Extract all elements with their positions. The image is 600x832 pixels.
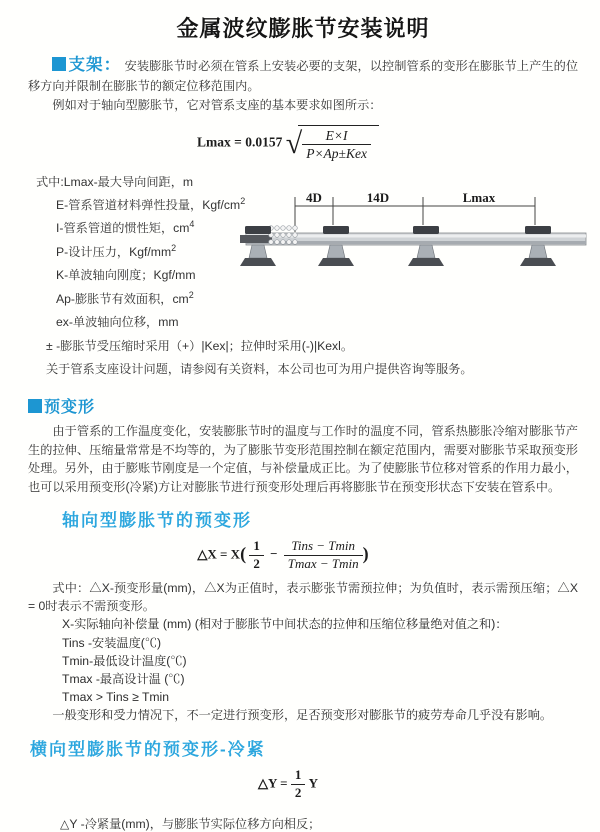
lmax-formula (28, 125, 548, 162)
dim-label-14d: 14D (366, 190, 390, 205)
definition-line: P-设计压力，Kgf/$mm^2$ (56, 242, 177, 259)
definition-line: 关于管系支座设计问题，请参阅有关资料，本公司也可为用户提供咨询等服务。 (46, 362, 473, 377)
lateral-note: △Y -冷紧量(mm)，与膨胀节实际位移方向相反； (60, 816, 321, 831)
definition-line: 式中:Lmax-最大导向间距，m (36, 174, 194, 189)
definition-line: ex-单波轴向位移，mm (56, 315, 179, 330)
pipe-support (408, 226, 444, 266)
page-title: 金属波纹膨胀节安装说明 (176, 16, 430, 41)
axial-note: 一般变形和受力情况下，不一定进行预变形，足否预变形对膨胀节的疲劳寿命几乎没有影响。 (52, 708, 553, 723)
pipe-support (520, 226, 556, 266)
dim-label-lmax: Lmax (462, 190, 496, 205)
axial-desc: 式中：△X-预变形量(mm)，△X为正值时，表示膨张节需预拉伸；为负值时，表示需预压缩；△X = 0时表示不需预变形。 (28, 580, 578, 613)
support-example-line: 例如对于轴向型膨胀节，它对管系支座的基本要求如图所示： (52, 98, 382, 112)
formula-numerator: E×I (302, 128, 371, 146)
temperature-line: Tins -安装温度(℃) (62, 635, 162, 650)
pipe-support-diagram (238, 188, 594, 286)
section-square-icon (52, 57, 66, 71)
definition-line: ± -膨胀节受压缩时采用（+）|Kex|；拉伸时采用(-)|Kexl。 (46, 338, 354, 353)
formula-denominator: P×Ap±Kex (306, 146, 367, 162)
section-square-icon (28, 399, 42, 413)
definition-line: E-管系管道材料弹性投量，Kgf/$cm^2$ (56, 196, 246, 213)
x-definition-line: X-实际轴向补偿量 (mm) (相对于膨胀节中间状态的拉伸和压缩位移量绝对值之和)： (62, 617, 508, 632)
temperature-line: Tmin-最低设计温度(℃) (62, 653, 187, 668)
support-intro-paragraph (28, 56, 578, 96)
formula-lhs: △X = X (197, 546, 241, 562)
bellows (269, 226, 298, 245)
temperature-inequality: Tmax > Tins ≥ Tmin (62, 690, 170, 705)
axial-formula: △X = X( $\frac{1}{2}$ − $\frac{\text{Tins − Tmin}}{Tmax - Tmin}$ ) (197, 537, 369, 571)
anchor-bar (240, 235, 272, 243)
preform-section-heading: 预变形 (28, 394, 578, 417)
preform-paragraph: 由于管系的工作温度变化，安装膨胀节时的温度与工作时的温度不同，管系热膨胀冷缩对膨胀节产生的拉伸、压缩量常常是不均等的，为了膨胀节变形范围控制在额定范围内，需要对膨胀节采取预变形处理。另外，由于膨账节刚度是一个定值，与补偿量成正比。为了使膨胀节位移对管系的作用力最小，也可以采用预变形(冷紧)方让对膨胀节进行预变形处理后再将膨胀节在预变形状态下安装在管系中。 (28, 423, 578, 495)
definition-line: I-管系管道的惯性矩，$cm^4$ (56, 219, 195, 236)
definition-line: K-单波轴向刚度；Kgf/mm (56, 268, 196, 283)
pipe-support (318, 226, 354, 266)
axial-subheading: 轴向型膨胀节的预变形 (62, 510, 252, 530)
formula-lhs: Lmax = 0.0157 (197, 134, 283, 150)
definition-line: Ap-膨胀节有效面积，$cm^2$ (56, 289, 194, 306)
lateral-formula: △Y = $\frac{1}{2}$ Y (258, 766, 318, 800)
support-anchor (240, 226, 276, 266)
lateral-subheading: 横向型膨胀节的预变形-冷紧 (30, 739, 266, 759)
dim-label-4d: 4D (306, 190, 322, 205)
support-intro-text: 安装膨胀节时必须在管系上安装必要的支架，以控制管系的变形在膨胀节上产生的位移方向并限制在膨胀节的额定位移范围内。 (28, 59, 579, 93)
radical (286, 125, 379, 162)
temperature-line: Tmax -最高设计温 (℃) (62, 672, 185, 687)
support-section-heading: 支架： (68, 56, 122, 74)
sqrt-icon: √ (285, 127, 303, 161)
